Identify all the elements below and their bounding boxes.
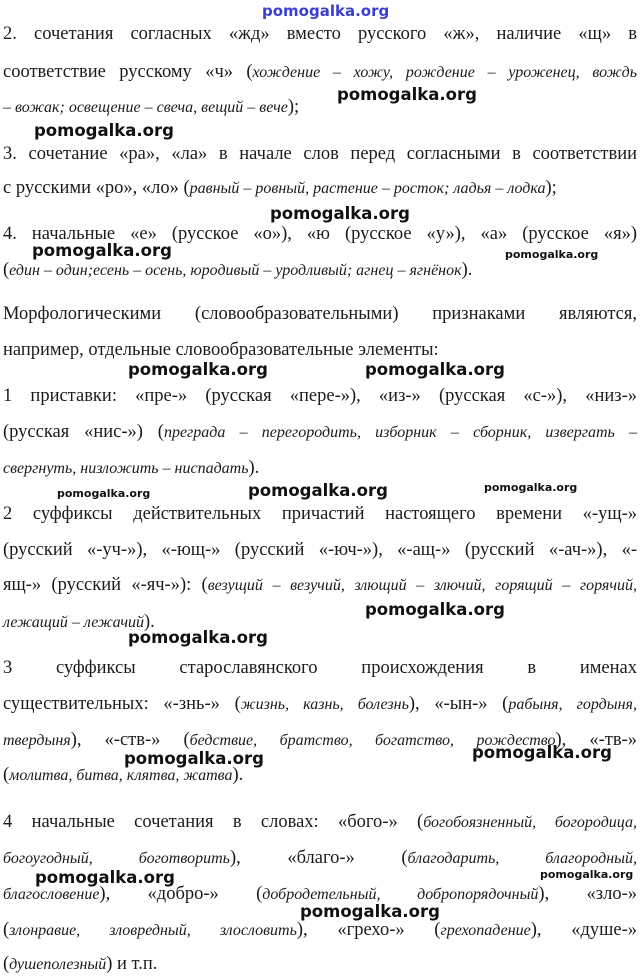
text-segment: ), «душе-» bbox=[530, 920, 637, 940]
watermark: pomogalka.org bbox=[35, 868, 175, 887]
text-segment: ); bbox=[287, 97, 300, 117]
watermark: pomogalka.org bbox=[248, 481, 388, 500]
text-segment: ( bbox=[3, 765, 10, 785]
example-words: преграда – перегородить, изборник – сборник, извергать – bbox=[163, 424, 638, 441]
text-line bbox=[3, 456, 637, 481]
text-line bbox=[3, 538, 637, 562]
text-segment: ), «благо-» ( bbox=[229, 848, 408, 868]
text-segment: ( bbox=[3, 260, 10, 280]
text-segment: (русский «-уч-»), «-ющ-» (русский «-юч-»), «-ащ-» (русский «-ач-»), «- bbox=[3, 540, 637, 560]
text-line bbox=[3, 502, 637, 526]
text-line bbox=[3, 656, 637, 680]
example-words: един – один;есень – осень, юродивый – уродливый; агнец – ягнёнок bbox=[9, 262, 462, 279]
text-segment: ), «грехо-» ( bbox=[296, 920, 441, 940]
example-words: твердыня bbox=[3, 732, 71, 749]
text-line bbox=[3, 302, 637, 326]
example-words: – вожак; освещение – свеча, вещий – вече bbox=[3, 99, 288, 116]
watermark: pomogalka.org bbox=[262, 2, 390, 20]
text-line bbox=[3, 22, 637, 46]
text-segment: ) и т.п. bbox=[106, 954, 158, 974]
watermark: pomogalka.org bbox=[484, 481, 578, 494]
example-words: душеполезный bbox=[9, 956, 107, 973]
text-line bbox=[3, 258, 637, 283]
text-line bbox=[3, 952, 637, 977]
example-words: грехопадение bbox=[440, 922, 531, 939]
text-segment: 2. сочетания согласных «жд» вместо русского «ж», наличие «щ» в bbox=[3, 24, 637, 44]
example-words: свергнуть, низложить – ниспадать bbox=[3, 460, 249, 477]
text-segment: 4 начальные сочетания в словах: «бого-» ( bbox=[3, 812, 424, 832]
text-line bbox=[3, 918, 637, 943]
example-words: благословение bbox=[3, 886, 100, 903]
text-segment: ящ-» (русский «-яч-»): ( bbox=[3, 575, 208, 595]
text-segment: соответствие русскому «ч» ( bbox=[3, 62, 253, 82]
example-words: равный – ровный, растение – росток; ладья – лодка bbox=[189, 180, 546, 197]
watermark: pomogalka.org bbox=[505, 248, 599, 261]
watermark: pomogalka.org bbox=[32, 241, 172, 260]
text-line bbox=[3, 610, 637, 635]
watermark: pomogalka.org bbox=[128, 360, 268, 379]
example-words: богоугодный, боготворить bbox=[3, 850, 230, 867]
text-segment: существительных: «-знь-» ( bbox=[3, 694, 241, 714]
example-words: хождение – хожу, рождение – уроженец, вождь bbox=[252, 64, 638, 81]
text-line bbox=[3, 573, 637, 598]
text-segment: 3. сочетание «ра», «ла» в начале слов перед согласными в соответствии bbox=[3, 144, 637, 164]
watermark: pomogalka.org bbox=[34, 121, 174, 140]
text-line bbox=[3, 420, 637, 445]
text-segment: ). bbox=[232, 765, 244, 785]
example-words: лежащий – лежачий bbox=[3, 614, 144, 631]
text-segment: ), «-тв-» bbox=[555, 730, 637, 750]
text-segment: 3 суффиксы старославянского происхождения в именах bbox=[3, 658, 637, 678]
text-segment: ). bbox=[461, 260, 473, 280]
watermark: pomogalka.org bbox=[365, 360, 505, 379]
text-segment: ( bbox=[3, 954, 10, 974]
text-line bbox=[3, 176, 637, 201]
text-line bbox=[3, 763, 637, 788]
text-segment: с русскими «ро», «ло» ( bbox=[3, 178, 190, 198]
text-segment: 2 суффиксы действительных причастий настоящего времени «-ущ-» bbox=[3, 504, 637, 524]
watermark: pomogalka.org bbox=[300, 902, 440, 921]
text-segment: Морфологическими (словообразовательными) признаками являются, bbox=[3, 304, 637, 324]
text-segment: ), «зло-» bbox=[538, 884, 637, 904]
example-words: везущий – везучий, злющий – злючий, горящий – горячий, bbox=[207, 577, 638, 594]
text-line bbox=[3, 142, 637, 166]
text-line bbox=[3, 95, 637, 120]
text-line bbox=[3, 338, 637, 362]
example-words: злонравие, зловредный, злословить bbox=[9, 922, 297, 939]
text-segment: ( bbox=[3, 920, 10, 940]
example-words: бедствие, братство, богатство, рождество bbox=[189, 732, 556, 749]
text-segment: ), «-ств-» ( bbox=[70, 730, 190, 750]
example-words: молитва, битва, клятва, жатва bbox=[9, 767, 233, 784]
text-segment: 4. начальные «е» (русское «о»), «ю (русское «у»), «а» (русское «я») bbox=[3, 224, 637, 244]
text-segment: например, отдельные словообразовательные элементы: bbox=[3, 340, 439, 360]
text-line bbox=[3, 60, 637, 85]
text-segment: 1 приставки: «пре-» (русская «пере-»), «из-» (русская «с-»), «низ-» bbox=[3, 386, 637, 406]
text-segment: ). bbox=[248, 458, 260, 478]
text-line bbox=[3, 810, 637, 835]
watermark: pomogalka.org bbox=[270, 204, 410, 223]
example-words: благодарить, благородный, bbox=[407, 850, 637, 867]
text-segment: ), «-ын-» ( bbox=[408, 694, 509, 714]
watermark: pomogalka.org bbox=[57, 487, 151, 500]
example-words: жизнь, казнь, болезнь bbox=[240, 696, 409, 713]
text-segment: (русская «нис-») ( bbox=[3, 422, 164, 442]
example-words: богобоязненный, богородица, bbox=[423, 814, 637, 831]
text-segment: ); bbox=[545, 178, 557, 198]
example-words: рабыня, гордыня, bbox=[508, 696, 637, 713]
text-segment: ). bbox=[144, 612, 155, 632]
watermark: pomogalka.org bbox=[337, 85, 477, 104]
text-line bbox=[3, 384, 637, 408]
watermark: pomogalka.org bbox=[472, 743, 612, 762]
example-words: добродетельный, добропорядочный bbox=[262, 886, 539, 903]
watermark: pomogalka.org bbox=[540, 868, 634, 881]
text-segment: ), «добро-» ( bbox=[99, 884, 263, 904]
text-line bbox=[3, 692, 637, 717]
watermark: pomogalka.org bbox=[365, 600, 505, 619]
watermark: pomogalka.org bbox=[128, 628, 268, 647]
watermark: pomogalka.org bbox=[124, 749, 264, 768]
